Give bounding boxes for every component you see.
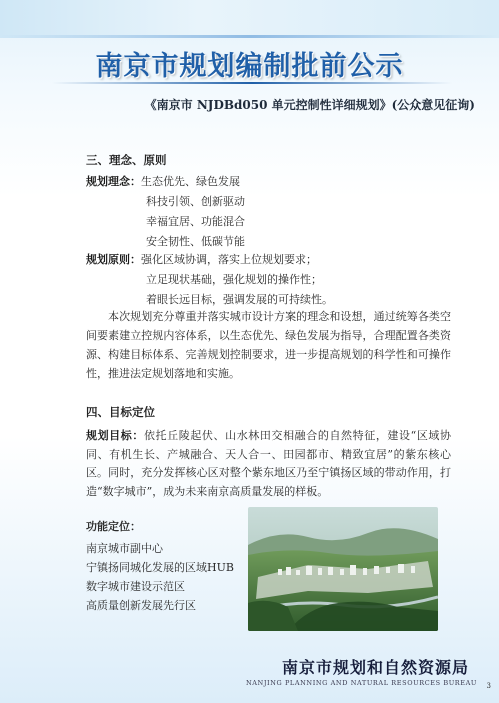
- header-band: [0, 0, 499, 38]
- function-block: [86, 517, 246, 615]
- page-title: 南京市规划编制批前公示: [95, 51, 404, 82]
- goal-paragraph: [86, 427, 451, 501]
- bureau-name: 南京市规划和自然资源局: [281, 658, 469, 677]
- section-3-paragraph: 本次规划充分尊重并落实城市设计方案的理念和设想，通过统筹各类空间要素建立控规内容体系，以生态优先、绿色发展为指导，合理配置各类资源、构建目标体系、完善规划控制要求，进一步提高规划的科学性和可操作性，推进法定规划落地和实施。: [86, 310, 451, 380]
- section-4-heading: 四、目标定位: [86, 405, 155, 419]
- page-subtitle: 《南京市 NJDBd050 单元控制性详细规划》(公众意见征询): [144, 98, 475, 112]
- concept-item: 科技引领、创新驱动: [146, 195, 245, 208]
- concept-item: 幸福宜居、功能混合: [146, 215, 245, 228]
- page-number: 3: [486, 682, 491, 690]
- principle-item: 着眼长远目标，强调发展的可持续性。: [146, 293, 333, 306]
- concept-block: [86, 172, 466, 252]
- concept-item: 生态优先、绿色发展: [141, 175, 240, 188]
- principle-item: 立足现状基础，强化规划的操作性；: [146, 273, 322, 286]
- principle-block: [86, 250, 466, 310]
- function-item: 南京城市副中心: [86, 542, 163, 555]
- function-item: 数字城市建设示范区: [86, 580, 185, 593]
- principle-label: 规划原则：: [86, 253, 141, 266]
- function-item: 高质量创新发展先行区: [86, 599, 196, 612]
- title-divider: [52, 82, 452, 84]
- aerial-city-image: [248, 507, 438, 631]
- concept-label: 规划理念：: [86, 175, 141, 188]
- aerial-city-illustration: [248, 507, 438, 631]
- function-item: 宁镇扬同城化发展的区域HUB: [86, 561, 234, 574]
- goal-text: 依托丘陵起伏、山水林田交相融合的自然特征，建设“区域协同、有机生长、产城融合、天人合一、田园都市、精致宜居”的紫东核心区。同时，充分发挥核心区对整个紫东地区乃至宁镇扬区域的带动作用，打造“数字城市”，成为未来南京高质量发展的样板。: [86, 429, 452, 498]
- concept-item: 安全韧性、低碳节能: [146, 235, 245, 248]
- function-label: 功能定位：: [86, 520, 141, 533]
- bureau-name-english: NANJING PLANNING AND NATURAL RESOURCES BUREAU: [245, 679, 477, 687]
- principle-item: 强化区域协调，落实上位规划要求；: [141, 253, 317, 266]
- goal-label: 规划目标：: [86, 429, 144, 442]
- section-3-heading: 三、理念、原则: [86, 153, 167, 167]
